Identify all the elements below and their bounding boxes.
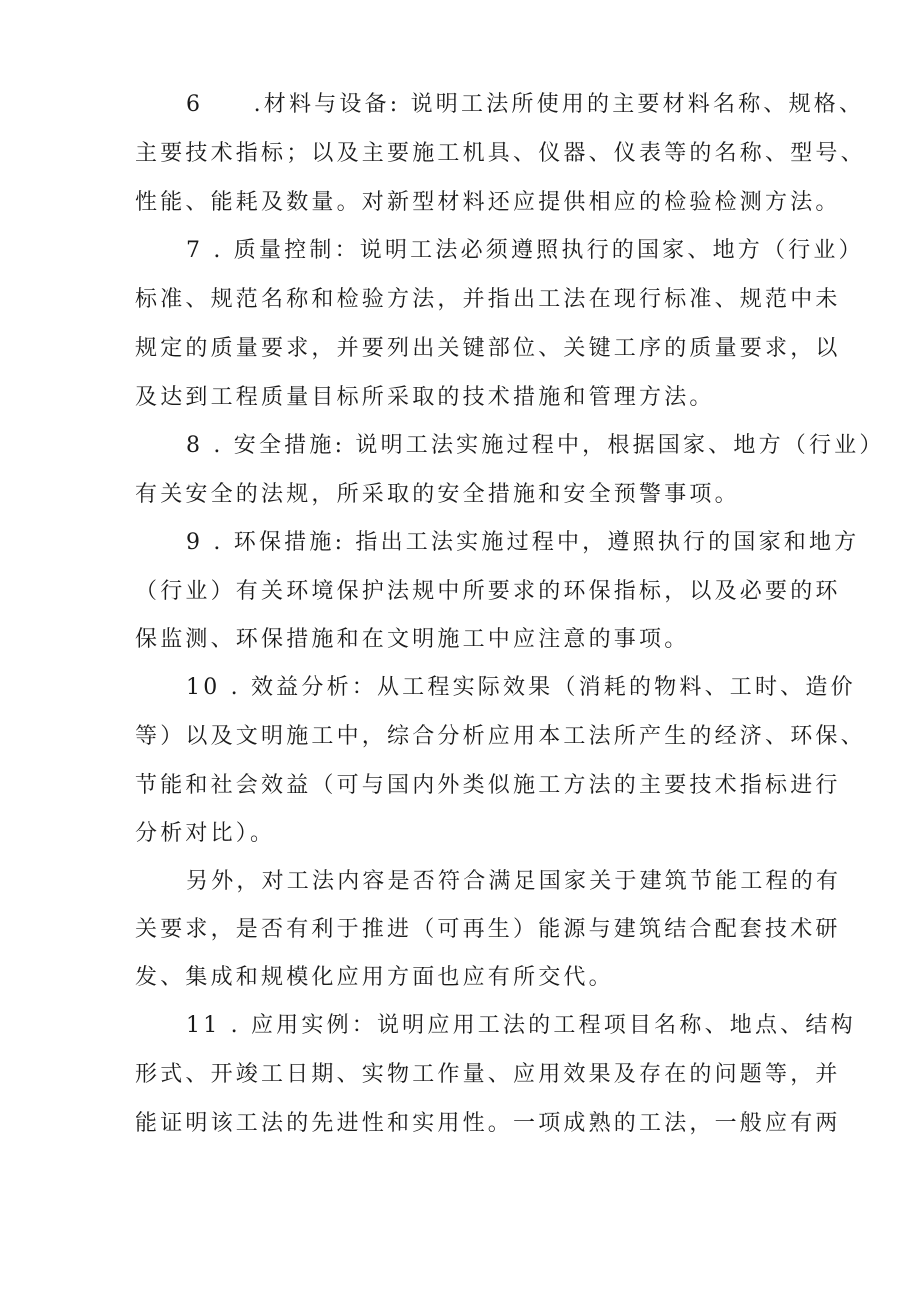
item-8-line-2: 有关安全的法规，所采取的安全措施和安全预警事项。 xyxy=(135,482,740,507)
item-7-line-1: 7 . 质量控制：说明工法必须遵照执行的国家、地方（行业） xyxy=(186,238,864,263)
item-10-line-3: 节能和社会效益（可与国内外类似施工方法的主要技术指标进行 xyxy=(135,773,841,798)
item-6-line-3: 性能、能耗及数量。对新型材料还应提供相应的检验检测方法。 xyxy=(135,190,841,215)
supplement-line-3: 发、集成和规模化应用方面也应有所交代。 xyxy=(135,965,614,990)
item-9-line-2: （行业）有关环境保护法规中所要求的环保指标，以及必要的环 xyxy=(135,579,841,604)
item-10-line-2: 等）以及文明施工中，综合分析应用本工法所产生的经济、环保、 xyxy=(135,724,866,749)
item-7-line-2: 标准、规范名称和检验方法，并指出工法在现行标准、规范中未 xyxy=(135,287,841,312)
item-8-line-1: 8 . 安全措施: 说明工法实施过程中，根据国家、地方（行业） xyxy=(186,433,885,458)
item-6-line-2: 主要技术指标；以及主要施工机具、仪器、仪表等的名称、型号、 xyxy=(135,141,866,166)
item-9-line-1: 9 . 环保措施: 指出工法实施过程中，遵照执行的国家和地方 xyxy=(186,530,860,555)
item-11-line-2: 形式、开竣工日期、实物工作量、应用效果及存在的问题等，并 xyxy=(135,1062,841,1087)
item-7-line-4: 及达到工程质量目标所采取的技术措施和管理方法。 xyxy=(135,385,715,410)
item-6-line-1: 6 .材料与设备: 说明工法所使用的主要材料名称、规格、 xyxy=(186,92,865,117)
item-10-line-1: 10 . 效益分析：从工程实际效果（消耗的物料、工时、造价 xyxy=(186,675,856,700)
item-7-line-3: 规定的质量要求，并要列出关键部位、关键工序的质量要求，以 xyxy=(135,336,841,361)
supplement-line-1: 另外，对工法内容是否符合满足国家关于建筑节能工程的有 xyxy=(186,869,842,894)
item-10-line-4: 分析对比）。 xyxy=(135,821,276,846)
supplement-line-2: 关要求，是否有利于推进（可再生）能源与建筑结合配套技术研 xyxy=(135,917,841,942)
item-11-line-3: 能证明该工法的先进性和实用性。一项成熟的工法，一般应有两 xyxy=(135,1111,841,1136)
item-9-line-3: 保监测、环保措施和在文明施工中应注意的事项。 xyxy=(135,627,690,652)
item-11-line-1: 11 . 应用实例：说明应用工法的工程项目名称、地点、结构 xyxy=(186,1013,856,1038)
